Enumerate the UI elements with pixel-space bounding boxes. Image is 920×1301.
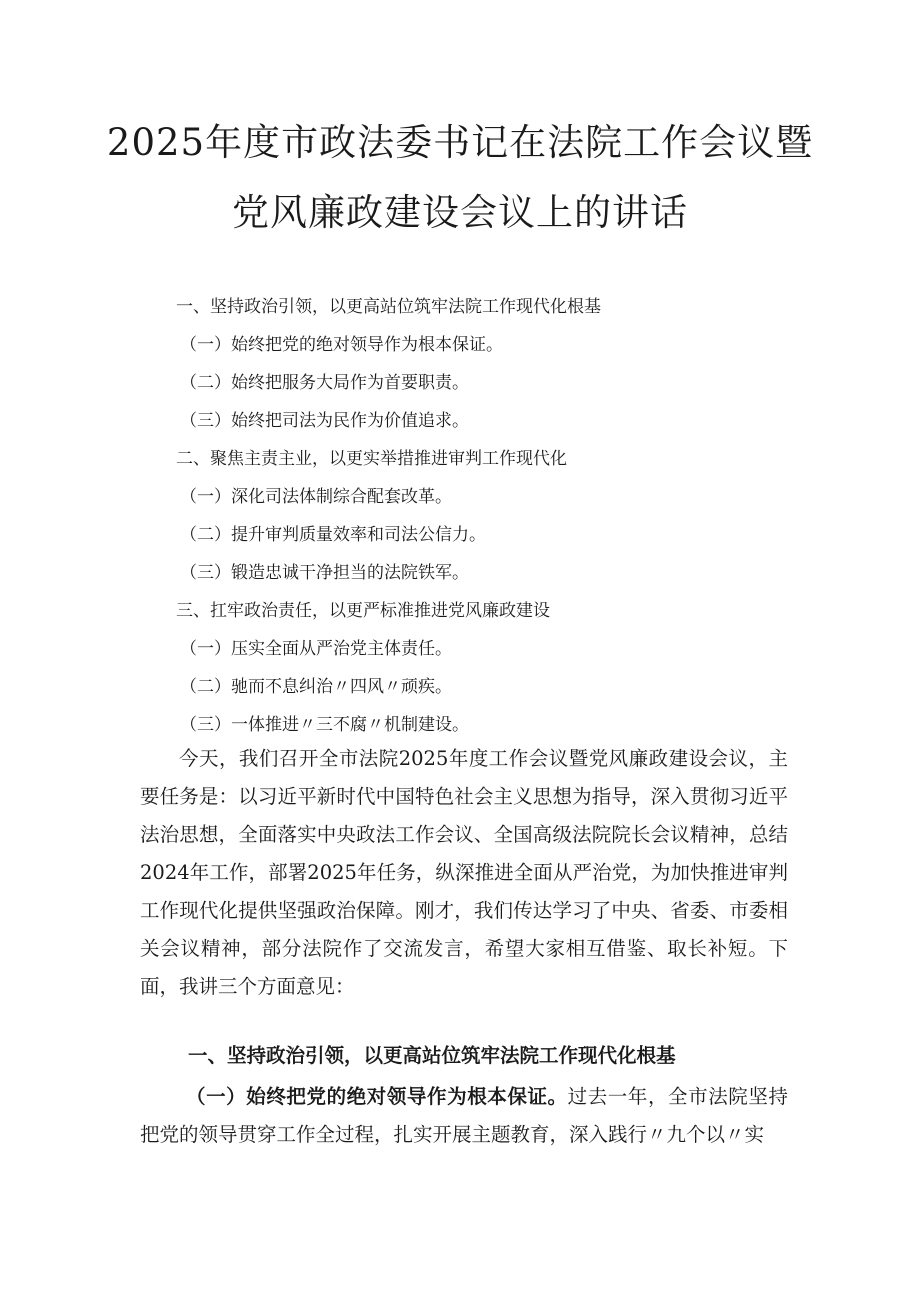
outline-item: （二）提升审判质量效率和司法公信力。 <box>180 525 486 545</box>
paragraph-lead: （一）始终把党的绝对领导作为根本保证。 <box>186 1085 568 1108</box>
outline-item: （一）压实全面从严治党主体责任。 <box>180 639 452 659</box>
document-title-line-2: 党风廉政建设会议上的讲话 <box>232 191 688 234</box>
section-heading: 一、坚持政治引领，以更高站位筑牢法院工作现代化根基 <box>188 1044 676 1067</box>
paragraph-text: 过去一年，全市法院坚持把党的领导贯穿工作全过程，扎实开展主题教育，深入践行〃九个以〃实 <box>140 1085 788 1146</box>
outline-item: （三）锻造忠诚干净担当的法院铁军。 <box>180 563 469 583</box>
section-paragraph <box>140 1078 788 1154</box>
outline-item: 二、聚焦主责主业，以更实举措推进审判工作现代化 <box>176 449 567 469</box>
outline-item: （二）驰而不息纠治〃四风〃顽疾。 <box>180 677 452 697</box>
intro-paragraph: 今天，我们召开全市法院2025年度工作会议暨党风廉政建设会议，主要任务是：以习近平新时代中国特色社会主义思想为指导，深入贯彻习近平法治思想，全面落实中央政法工作会议、全国高级法院院长会议精神，总结2024年工作，部署2025年任务，纵深推进全面从严治党，为加快推进审判工作现代化提供坚强政治保障。刚才，我们传达学习了中央、省委、市委相关会议精神，部分法院作了交流发言，希望大家相互借鉴、取长补短。下面，我讲三个方面意见： <box>140 747 788 998</box>
document-title-line-1: 2025年度市政法委书记在法院工作会议暨 <box>106 121 814 164</box>
outline-item: （三）一体推进〃三不腐〃机制建设。 <box>180 715 469 735</box>
outline-item: （三）始终把司法为民作为价值追求。 <box>180 411 469 431</box>
outline-item: 三、扛牢政治责任，以更严标准推进党风廉政建设 <box>176 601 550 621</box>
outline-item: 一、坚持政治引领，以更高站位筑牢法院工作现代化根基 <box>176 297 601 317</box>
outline-item: （一）始终把党的绝对领导作为根本保证。 <box>180 335 503 355</box>
outline-item: （一）深化司法体制综合配套改革。 <box>180 487 452 507</box>
outline-item: （二）始终把服务大局作为首要职责。 <box>180 373 469 393</box>
